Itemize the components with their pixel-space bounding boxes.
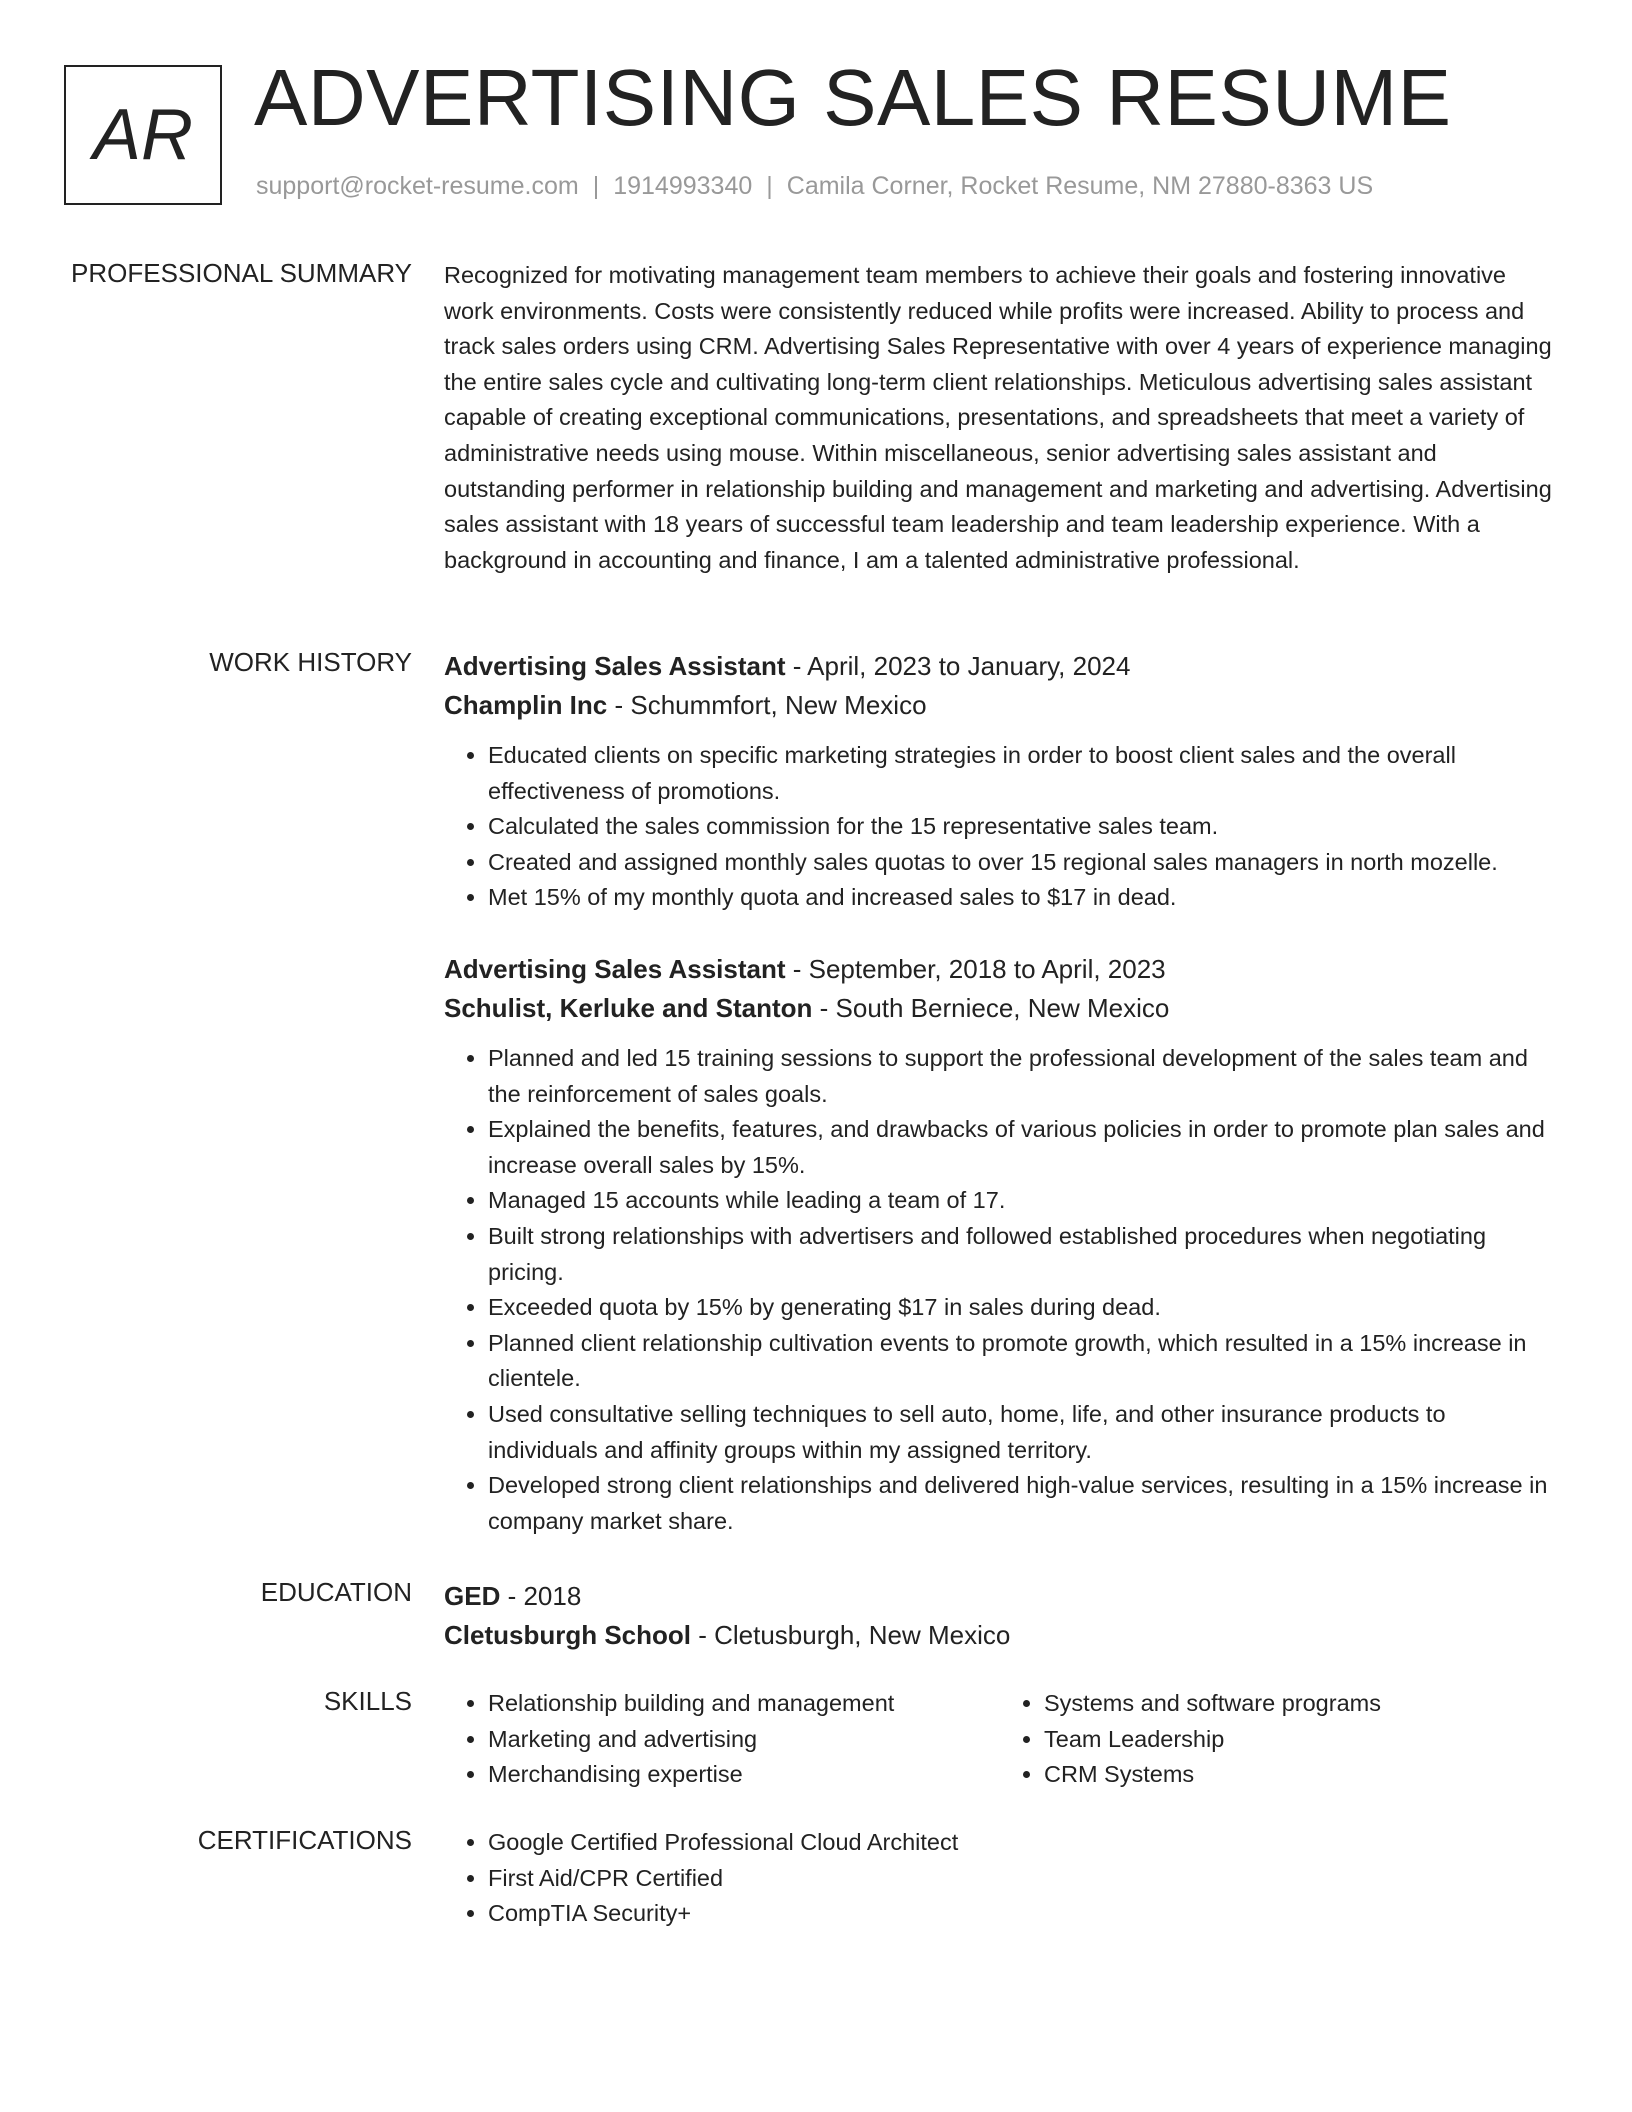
monogram-box xyxy=(64,65,222,205)
skill-item: • Relationship building and management xyxy=(488,1686,1000,1722)
contact-separator: | xyxy=(592,172,600,200)
section-label-education: EDUCATION xyxy=(260,1577,412,1607)
job-bullet: • Planned and led 15 training sessions to support the professional development of the sales team and the reinforcement of sales goals. xyxy=(488,1041,1556,1112)
section-label-summary: PROFESSIONAL SUMMARY xyxy=(71,258,412,288)
section-label-certifications: CERTIFICATIONS xyxy=(197,1825,412,1855)
skill-item: • Systems and software programs xyxy=(1044,1686,1556,1722)
skills-list-right xyxy=(1000,1686,1556,1793)
job-company: Champlin Inc xyxy=(444,690,608,720)
skill-item: • Merchandising expertise xyxy=(488,1757,1000,1793)
job-dates: - April, 2023 to January, 2024 xyxy=(785,651,1131,681)
certification-item: • Google Certified Professional Cloud Architect xyxy=(488,1825,1556,1861)
job-bullet: • Calculated the sales commission for the 15 representative sales team. xyxy=(488,809,1556,845)
education-year: - 2018 xyxy=(500,1581,582,1611)
contact-phone: 1914993340 xyxy=(613,172,753,200)
skill-item: • Marketing and advertising xyxy=(488,1722,1000,1758)
job-title-line xyxy=(444,647,1556,686)
education-degree-line xyxy=(444,1577,1556,1616)
job-company: Schulist, Kerluke and Stanton xyxy=(444,993,813,1023)
job-bullet: • Exceeded quota by 15% by generating $17 in sales during dead. xyxy=(488,1290,1556,1326)
resume-title: ADVERTISING SALES RESUME xyxy=(254,53,1452,142)
education-degree: GED xyxy=(444,1581,501,1611)
job-company-line xyxy=(444,989,1556,1028)
section-label-work: WORK HISTORY xyxy=(209,647,412,677)
job-location: - Schummfort, New Mexico xyxy=(607,690,927,720)
job-title: Advertising Sales Assistant xyxy=(444,954,786,984)
job-bullets xyxy=(444,738,1556,916)
job-bullets xyxy=(444,1041,1556,1539)
certifications-list xyxy=(444,1825,1556,1932)
certification-item: • CompTIA Security+ xyxy=(488,1896,1556,1932)
job-entry xyxy=(444,950,1556,1539)
job-entry xyxy=(444,647,1556,916)
education-school: Cletusburgh School xyxy=(444,1620,691,1650)
job-bullet: • Managed 15 accounts while leading a team of 17. xyxy=(488,1183,1556,1219)
job-location: - South Berniece, New Mexico xyxy=(812,993,1170,1023)
job-bullet: • Explained the benefits, features, and drawbacks of various policies in order to promote plan sales and increase overall sales by 15%. xyxy=(488,1112,1556,1183)
job-bullet: • Educated clients on specific marketing strategies in order to boost client sales and the overall effectiveness of promotions. xyxy=(488,738,1556,809)
job-company-line xyxy=(444,686,1556,725)
skills-list-left xyxy=(444,1686,1000,1793)
section-label-skills: SKILLS xyxy=(323,1686,412,1716)
certification-item: • First Aid/CPR Certified xyxy=(488,1861,1556,1897)
job-bullet: • Used consultative selling techniques to sell auto, home, life, and other insurance products to individuals and affinity groups within my assigned territory. xyxy=(488,1397,1556,1468)
job-title-line xyxy=(444,950,1556,989)
job-bullet: • Planned client relationship cultivation events to promote growth, which resulted in a 15% increase in clientele. xyxy=(488,1326,1556,1397)
skill-item: • CRM Systems xyxy=(1044,1757,1556,1793)
job-bullet: • Created and assigned monthly sales quotas to over 15 regional sales managers in north mozelle. xyxy=(488,845,1556,881)
job-dates: - September, 2018 to April, 2023 xyxy=(785,954,1166,984)
contact-email: support@rocket-resume.com xyxy=(256,172,579,200)
contact-address: Camila Corner, Rocket Resume, NM 27880-8363 US xyxy=(786,172,1374,200)
summary-text: Recognized for motivating management team members to achieve their goals and fostering innovative work environments. Costs were consistently reduced while profits were increased. Ability to process and track sales orders using CRM. Advertising Sales Representative with over 4 years of experience managing the entire sales cycle and cultivating long-term client relationships. Meticulous advertising sales assistant capable of creating exceptional communications, presentations, and spreadsheets that meet a variety of administrative needs using mouse. Within miscellaneous, senior advertising sales assistant and outstanding performer in relationship building and management and marketing and advertising. Advertising sales assistant with 18 years of successful team leadership and team leadership experience. With a background in accounting and finance, I am a talented administrative professional. xyxy=(444,262,1552,573)
job-bullet: • Developed strong client relationships and delivered high-value services, resulting in a 15% increase in company market share. xyxy=(488,1468,1556,1539)
monogram-text: AR xyxy=(92,95,194,175)
contact-line xyxy=(256,172,1373,201)
education-location: - Cletusburgh, New Mexico xyxy=(691,1620,1011,1650)
job-title: Advertising Sales Assistant xyxy=(444,651,786,681)
job-bullet: • Met 15% of my monthly quota and increased sales to $17 in dead. xyxy=(488,880,1556,916)
education-school-line xyxy=(444,1616,1556,1655)
contact-separator: | xyxy=(766,172,773,200)
skill-item: • Team Leadership xyxy=(1044,1722,1556,1758)
job-bullet: • Built strong relationships with advertisers and followed established procedures when negotiating pricing. xyxy=(488,1219,1556,1290)
